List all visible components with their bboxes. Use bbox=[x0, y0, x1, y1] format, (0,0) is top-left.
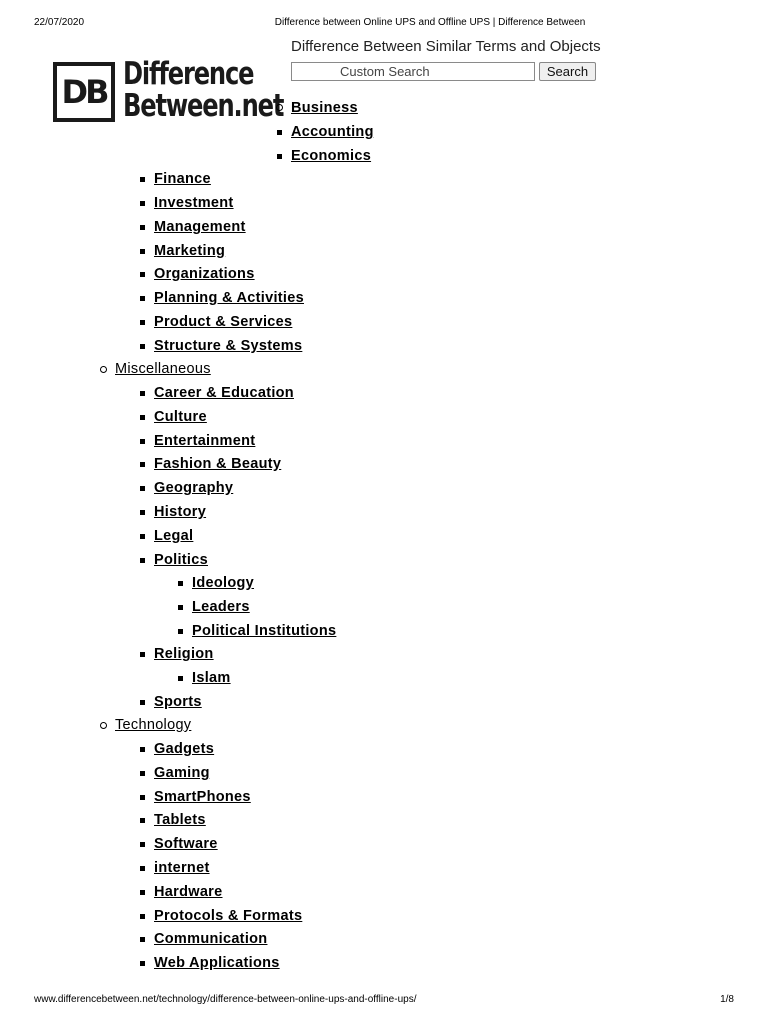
nav-item-business[interactable] bbox=[291, 97, 358, 119]
nav-link-geography[interactable]: Geography bbox=[154, 480, 234, 496]
nav-item-politics[interactable] bbox=[154, 549, 208, 571]
nav-link-culture[interactable]: Culture bbox=[154, 409, 207, 425]
nav-link-hardware[interactable]: Hardware bbox=[154, 884, 223, 900]
nav-link-gaming[interactable]: Gaming bbox=[154, 765, 210, 781]
site-logo[interactable] bbox=[53, 56, 284, 128]
nav-link-marketing[interactable]: Marketing bbox=[154, 243, 226, 259]
nav-item-sports[interactable] bbox=[154, 691, 202, 713]
list-bullet-square bbox=[140, 344, 145, 349]
nav-item-smartphones[interactable] bbox=[154, 786, 251, 808]
list-bullet-square bbox=[140, 510, 145, 515]
nav-item-planning-activities[interactable] bbox=[154, 287, 304, 309]
list-bullet-square bbox=[140, 818, 145, 823]
list-bullet-square bbox=[178, 605, 183, 610]
nav-link-finance[interactable]: Finance bbox=[154, 171, 211, 187]
list-bullet-circle bbox=[276, 104, 283, 111]
nav-item-internet[interactable] bbox=[154, 857, 210, 879]
list-bullet-square bbox=[140, 201, 145, 206]
nav-link-politics[interactable]: Politics bbox=[154, 552, 208, 568]
nav-link-internet[interactable]: internet bbox=[154, 860, 210, 876]
nav-link-gadgets[interactable]: Gadgets bbox=[154, 741, 215, 757]
nav-item-history[interactable] bbox=[154, 501, 206, 523]
nav-item-gaming[interactable] bbox=[154, 762, 210, 784]
nav-link-accounting[interactable]: Accounting bbox=[291, 124, 374, 140]
nav-item-islam[interactable] bbox=[192, 667, 231, 689]
list-bullet-square bbox=[140, 534, 145, 539]
nav-item-technology[interactable] bbox=[115, 714, 191, 736]
nav-item-communication[interactable] bbox=[154, 928, 267, 950]
list-bullet-square bbox=[140, 890, 145, 895]
nav-item-structure-systems[interactable] bbox=[154, 335, 302, 357]
search-button[interactable]: Search bbox=[539, 62, 596, 81]
list-bullet-square bbox=[140, 747, 145, 752]
nav-link-technology[interactable]: Technology bbox=[115, 717, 192, 733]
nav-item-web-applications[interactable] bbox=[154, 952, 280, 974]
nav-link-entertainment[interactable]: Entertainment bbox=[154, 433, 256, 449]
list-bullet-circle bbox=[100, 366, 107, 373]
list-bullet-square bbox=[178, 676, 183, 681]
logo-line-2: Between.net bbox=[123, 88, 284, 124]
nav-item-investment[interactable] bbox=[154, 192, 234, 214]
search-input[interactable] bbox=[291, 62, 535, 81]
nav-item-leaders[interactable] bbox=[192, 596, 250, 618]
nav-item-legal[interactable] bbox=[154, 525, 193, 547]
nav-link-software[interactable]: Software bbox=[154, 836, 218, 852]
nav-link-management[interactable]: Management bbox=[154, 219, 246, 235]
list-bullet-square bbox=[178, 629, 183, 634]
list-bullet-square bbox=[277, 154, 282, 159]
nav-link-economics[interactable]: Economics bbox=[291, 148, 372, 164]
print-date: 22/07/2020 bbox=[34, 17, 85, 28]
nav-item-gadgets[interactable] bbox=[154, 738, 214, 760]
nav-link-planning-activities[interactable]: Planning & Activities bbox=[154, 290, 304, 306]
list-bullet-square bbox=[140, 177, 145, 182]
list-bullet-square bbox=[178, 581, 183, 586]
nav-item-protocols-formats[interactable] bbox=[154, 905, 302, 927]
nav-link-history[interactable]: History bbox=[154, 504, 207, 520]
nav-link-miscellaneous[interactable]: Miscellaneous bbox=[115, 361, 211, 377]
nav-item-tablets[interactable] bbox=[154, 809, 206, 831]
nav-item-software[interactable] bbox=[154, 833, 218, 855]
list-bullet-square bbox=[140, 462, 145, 467]
list-bullet-square bbox=[140, 391, 145, 396]
list-bullet-square bbox=[140, 486, 145, 491]
print-page-number: 1/8 bbox=[720, 994, 734, 1005]
nav-link-leaders[interactable]: Leaders bbox=[192, 599, 250, 615]
nav-item-fashion-beauty[interactable] bbox=[154, 453, 281, 475]
nav-item-religion[interactable] bbox=[154, 643, 214, 665]
nav-item-product-services[interactable] bbox=[154, 311, 292, 333]
list-bullet-square bbox=[140, 558, 145, 563]
nav-link-communication[interactable]: Communication bbox=[154, 931, 268, 947]
nav-item-ideology[interactable] bbox=[192, 572, 254, 594]
nav-link-structure-systems[interactable]: Structure & Systems bbox=[154, 338, 303, 354]
nav-link-political-institutions[interactable]: Political Institutions bbox=[192, 623, 337, 639]
nav-link-business[interactable]: Business bbox=[291, 100, 358, 116]
nav-link-investment[interactable]: Investment bbox=[154, 195, 234, 211]
list-bullet-square bbox=[140, 320, 145, 325]
nav-link-organizations[interactable]: Organizations bbox=[154, 266, 255, 282]
list-bullet-square bbox=[140, 296, 145, 301]
nav-item-hardware[interactable] bbox=[154, 881, 223, 903]
list-bullet-square bbox=[140, 272, 145, 277]
nav-link-tablets[interactable]: Tablets bbox=[154, 812, 206, 828]
nav-item-miscellaneous[interactable] bbox=[115, 358, 211, 380]
logo-mark: DB bbox=[53, 62, 115, 122]
list-bullet-square bbox=[140, 225, 145, 230]
list-bullet-square bbox=[140, 961, 145, 966]
nav-link-islam[interactable]: Islam bbox=[192, 670, 231, 686]
list-bullet-square bbox=[140, 842, 145, 847]
list-bullet-square bbox=[140, 914, 145, 919]
nav-item-career-education[interactable] bbox=[154, 382, 294, 404]
nav-item-accounting[interactable] bbox=[291, 121, 374, 143]
site-tagline: Difference Between Similar Terms and Objects bbox=[291, 38, 601, 55]
nav-link-smartphones[interactable]: SmartPhones bbox=[154, 789, 251, 805]
list-bullet-square bbox=[140, 866, 145, 871]
nav-link-legal[interactable]: Legal bbox=[154, 528, 194, 544]
nav-item-entertainment[interactable] bbox=[154, 430, 255, 452]
list-bullet-square bbox=[140, 439, 145, 444]
nav-item-culture[interactable] bbox=[154, 406, 207, 428]
logo-wordmark bbox=[123, 58, 283, 122]
nav-item-marketing[interactable] bbox=[154, 240, 225, 262]
nav-link-fashion-beauty[interactable]: Fashion & Beauty bbox=[154, 456, 282, 472]
logo-line-1: Difference bbox=[123, 56, 254, 92]
nav-item-economics[interactable] bbox=[291, 145, 371, 167]
print-footer-url: www.differencebetween.net/technology/difference-between-online-ups-and-offline-ups/ bbox=[34, 994, 417, 1005]
list-bullet-circle bbox=[100, 722, 107, 729]
nav-link-sports[interactable]: Sports bbox=[154, 694, 202, 710]
list-bullet-square bbox=[140, 795, 145, 800]
list-bullet-square bbox=[140, 415, 145, 420]
list-bullet-square bbox=[140, 771, 145, 776]
nav-link-web-applications[interactable]: Web Applications bbox=[154, 955, 280, 971]
nav-item-finance[interactable] bbox=[154, 168, 211, 190]
print-page-title: Difference between Online UPS and Offline UPS | Difference Between bbox=[274, 17, 586, 28]
nav-item-management[interactable] bbox=[154, 216, 246, 238]
list-bullet-square bbox=[140, 700, 145, 705]
list-bullet-square bbox=[277, 130, 282, 135]
list-bullet-square bbox=[140, 652, 145, 657]
nav-link-religion[interactable]: Religion bbox=[154, 646, 214, 662]
nav-item-political-institutions[interactable] bbox=[192, 620, 336, 642]
nav-item-organizations[interactable] bbox=[154, 263, 255, 285]
nav-link-career-education[interactable]: Career & Education bbox=[154, 385, 294, 401]
nav-link-ideology[interactable]: Ideology bbox=[192, 575, 255, 591]
nav-item-geography[interactable] bbox=[154, 477, 233, 499]
list-bullet-square bbox=[140, 937, 145, 942]
nav-link-product-services[interactable]: Product & Services bbox=[154, 314, 293, 330]
list-bullet-square bbox=[140, 249, 145, 254]
nav-link-protocols-formats[interactable]: Protocols & Formats bbox=[154, 908, 303, 924]
